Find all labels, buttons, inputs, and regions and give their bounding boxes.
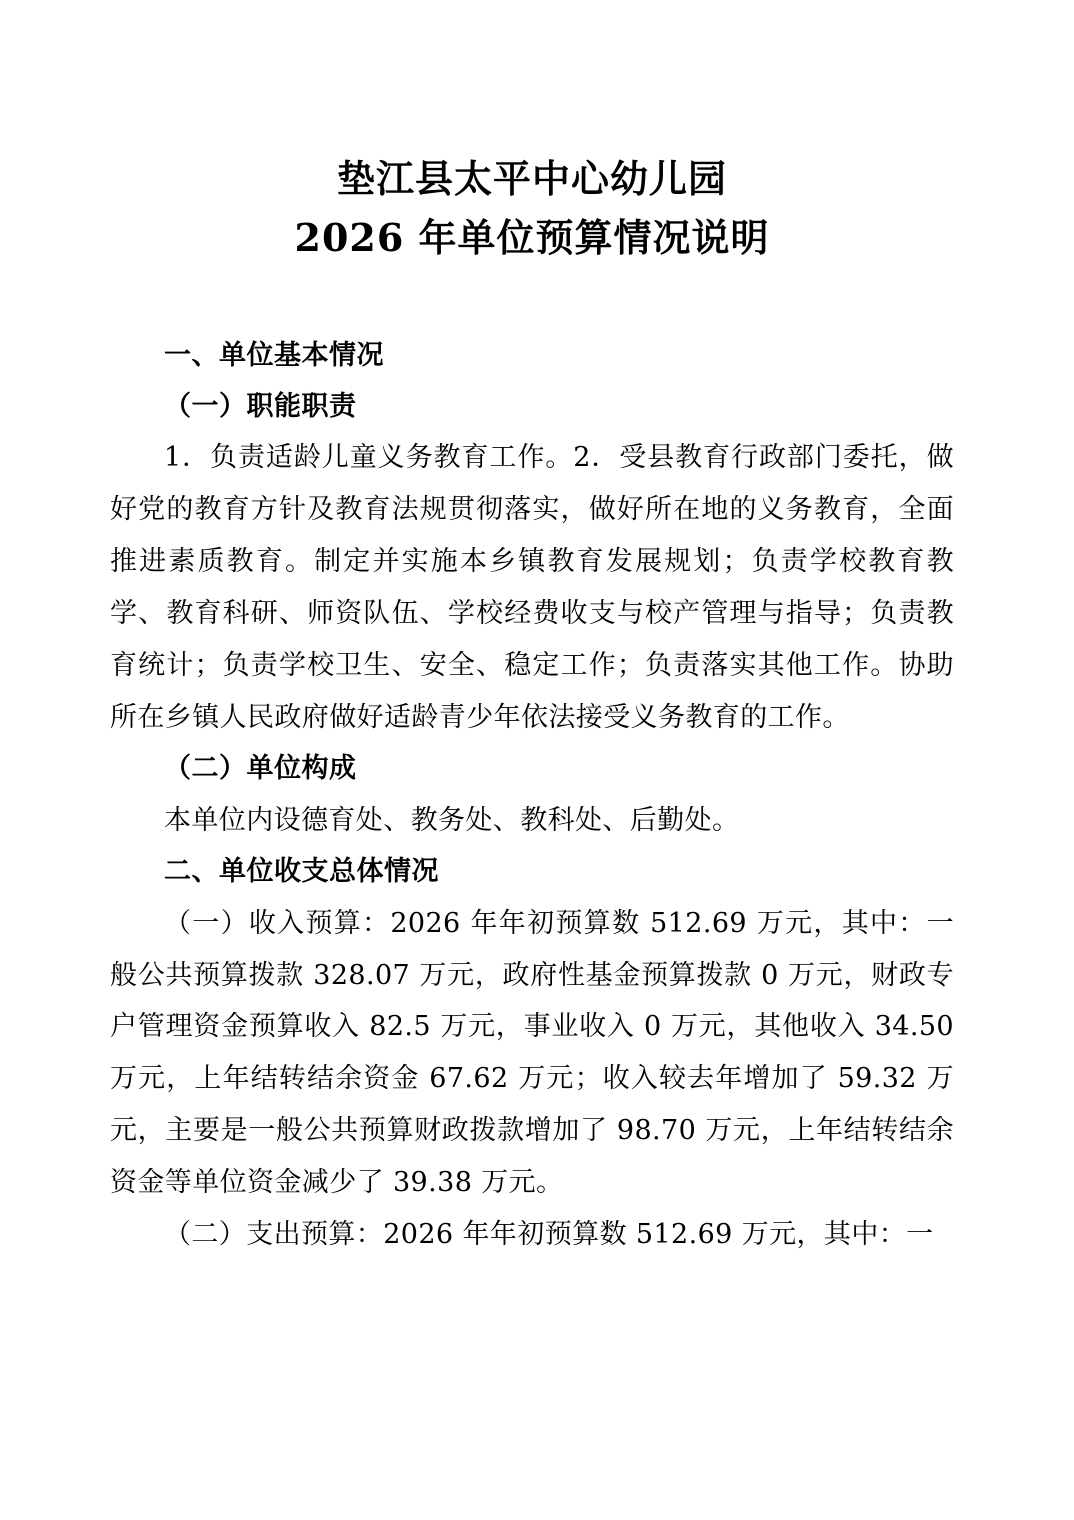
- paragraph-composition: 本单位内设德育处、教务处、教科处、后勤处。: [164, 804, 740, 836]
- section-heading-basic-info: 一、单位基本情况: [164, 339, 384, 371]
- document-title: [110, 150, 954, 268]
- paragraph-revenue-budget: （一）收入预算：2026 年年初预算数 512.69 万元，其中：一般公共预算拨款 328.07 万元，政府性基金预算拨款 0 万元，财政专户管理资金预算收入 82.5 万元，事业收入 0 万元，其他收入 34.50 万元，上年结转结余资金 67.62 万元；收入较去年增加了 59.32 万元，主要是一般公共预算财政拨款增加了 98.70 万元，上年结转结余资金等单位资金减少了 39.38 万元。: [110, 907, 954, 1198]
- subsection-heading-duties: （一）职能职责: [164, 391, 357, 423]
- paragraph-expenditure-budget: （二）支出预算：2026 年年初预算数 512.69 万元，其中：一: [164, 1218, 934, 1250]
- subsection-heading-composition: （二）单位构成: [164, 753, 357, 785]
- paragraph-duties: 1．负责适龄儿童义务教育工作。2．受县教育行政部门委托，做好党的教育方针及教育法规贯彻落实，做好所在地的义务教育，全面推进素质教育。制定并实施本乡镇教育发展规划；负责学校教育教学、教育科研、师资队伍、学校经费收支与校产管理与指导；负责教育统计；负责学校卫生、安全、稳定工作；负责落实其他工作。协助所在乡镇人民政府做好适龄青少年依法接受义务教育的工作。: [110, 442, 954, 733]
- section-heading-revenue-expenditure: 二、单位收支总体情况: [164, 856, 439, 888]
- document-title-line-1: 垫江县太平中心幼儿园: [336, 156, 727, 201]
- document-title-line-2: 2026 年单位预算情况说明: [294, 214, 770, 260]
- title-spacer: [110, 278, 954, 330]
